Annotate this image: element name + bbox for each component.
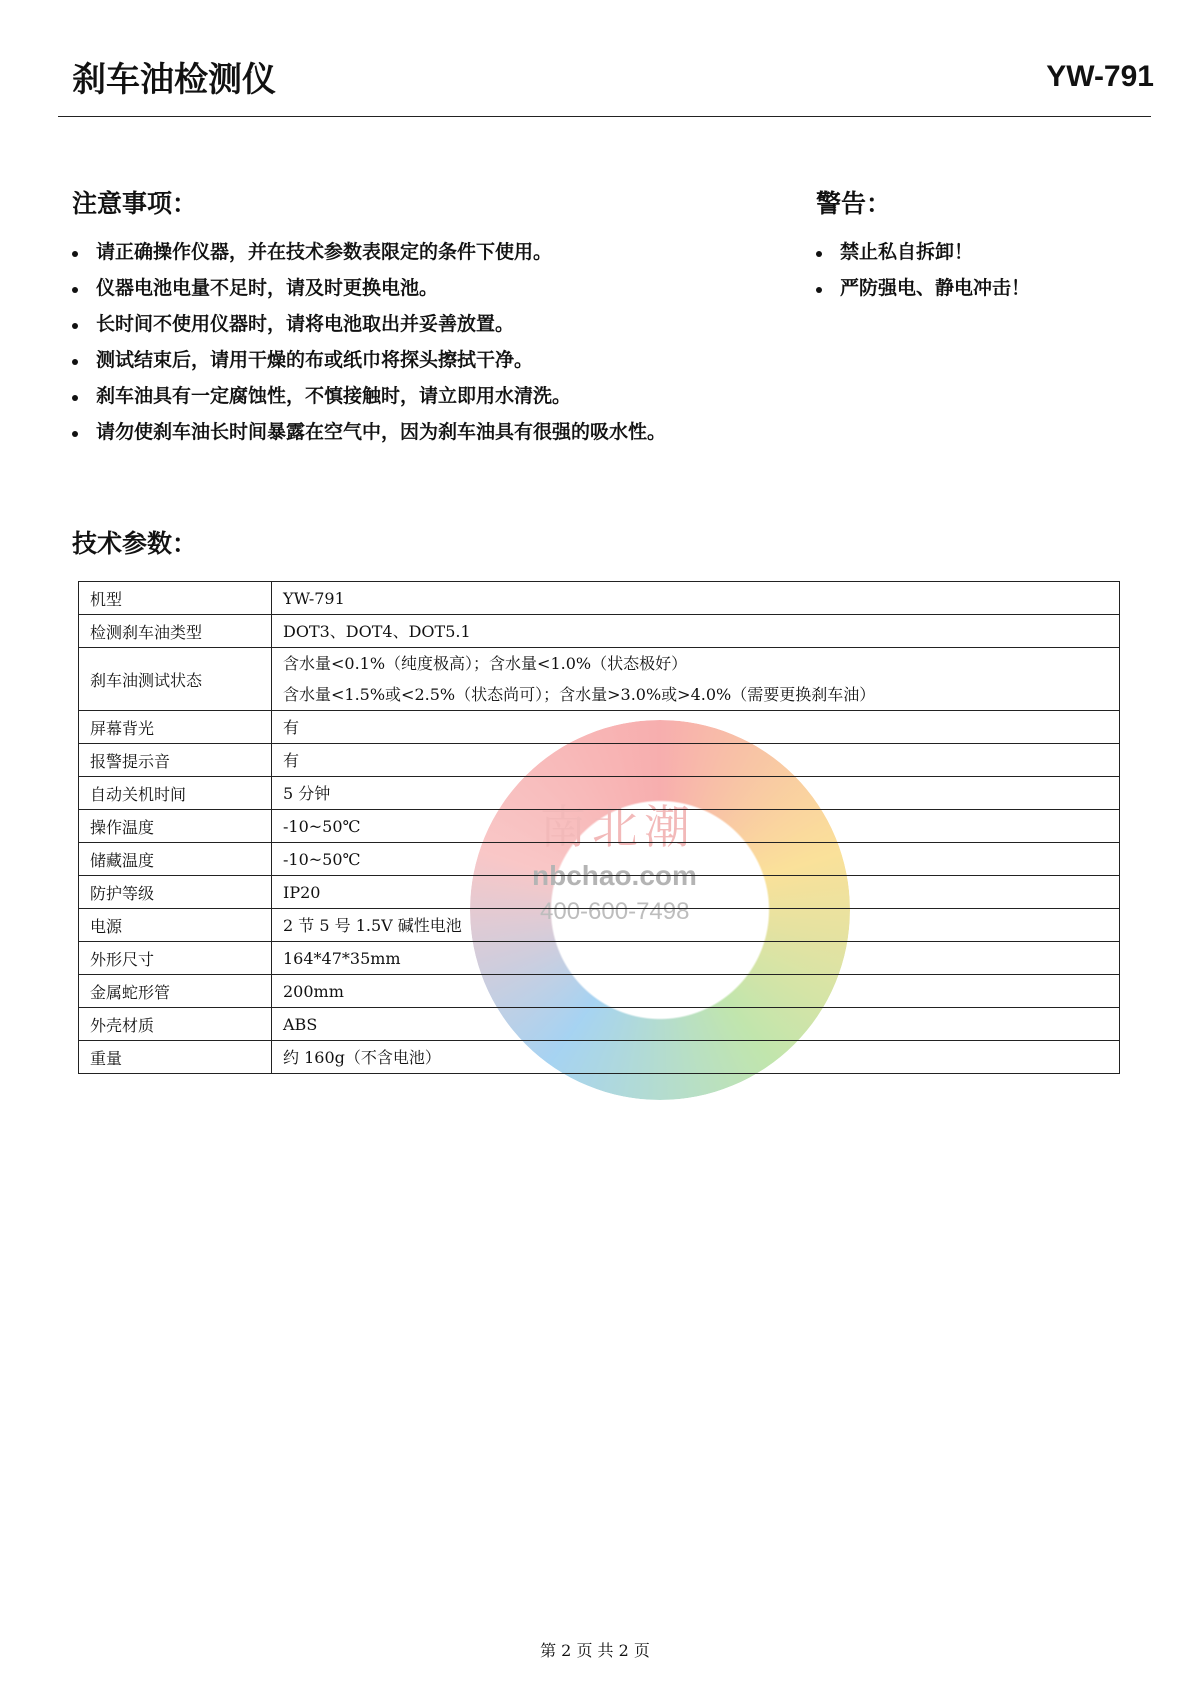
spec-value — [272, 582, 1120, 615]
warning-list — [814, 234, 1030, 306]
spec-value — [272, 711, 1120, 744]
spec-value-line: 约 160g（不含电池） — [283, 1047, 441, 1067]
table-row — [79, 744, 1120, 777]
spec-label: 自动关机时间 — [79, 777, 272, 810]
spec-value-line: YW-791 — [283, 588, 345, 608]
table-row — [79, 876, 1120, 909]
table-row — [79, 1041, 1120, 1074]
spec-label: 电源 — [79, 909, 272, 942]
list-item: 请正确操作仪器，并在技术参数表限定的条件下使用。 — [70, 234, 666, 270]
table-row — [79, 942, 1120, 975]
spec-value-line: ABS — [283, 1014, 318, 1034]
spec-value — [272, 843, 1120, 876]
spec-value-line: 164*47*35mm — [283, 948, 401, 968]
spec-value — [272, 876, 1120, 909]
spec-label: 屏幕背光 — [79, 711, 272, 744]
model-number: YW-791 — [1046, 60, 1154, 93]
table-row — [79, 648, 1120, 711]
spec-label: 防护等级 — [79, 876, 272, 909]
table-row — [79, 909, 1120, 942]
notes-heading: 注意事项： — [72, 189, 198, 218]
table-row — [79, 1008, 1120, 1041]
spec-value-line: IP20 — [283, 882, 321, 902]
header-divider — [58, 116, 1151, 117]
list-item: 长时间不使用仪器时，请将电池取出并妥善放置。 — [70, 306, 666, 342]
table-row — [79, 615, 1120, 648]
spec-label: 储藏温度 — [79, 843, 272, 876]
spec-label: 刹车油测试状态 — [79, 648, 272, 711]
spec-value-line: 200mm — [283, 981, 344, 1001]
spec-value — [272, 909, 1120, 942]
table-row — [79, 810, 1120, 843]
list-item: 测试结束后，请用干燥的布或纸巾将探头擦拭干净。 — [70, 342, 666, 378]
list-item: 请勿使刹车油长时间暴露在空气中，因为刹车油具有很强的吸水性。 — [70, 414, 666, 450]
spec-value-line: 有 — [283, 717, 300, 737]
notes-list — [70, 234, 666, 450]
spec-value — [272, 942, 1120, 975]
spec-value-line: 有 — [283, 750, 300, 770]
spec-value-line: DOT3、DOT4、DOT5.1 — [283, 621, 471, 641]
spec-label: 检测刹车油类型 — [79, 615, 272, 648]
spec-label: 金属蛇形管 — [79, 975, 272, 1008]
warning-heading: 警告： — [816, 189, 892, 218]
table-row — [79, 711, 1120, 744]
spec-value-line: 5 分钟 — [283, 783, 331, 803]
spec-label: 报警提示音 — [79, 744, 272, 777]
list-item: 仪器电池电量不足时，请及时更换电池。 — [70, 270, 666, 306]
spec-label: 外壳材质 — [79, 1008, 272, 1041]
list-item: 刹车油具有一定腐蚀性，不慎接触时，请立即用水清洗。 — [70, 378, 666, 414]
spec-value — [272, 615, 1120, 648]
table-row — [79, 777, 1120, 810]
list-item: 严防强电、静电冲击！ — [814, 270, 1030, 306]
spec-value-line: 2 节 5 号 1.5V 碱性电池 — [283, 915, 462, 935]
spec-value — [272, 1008, 1120, 1041]
list-item: 禁止私自拆卸！ — [814, 234, 1030, 270]
spec-value — [272, 777, 1120, 810]
watermark-site: nbchao.com — [532, 860, 697, 891]
table-row — [79, 975, 1120, 1008]
watermark-brand: 南北潮 — [540, 800, 696, 854]
spec-value — [272, 648, 1120, 711]
specs-table — [78, 581, 1120, 1074]
spec-value-line: -10~50℃ — [283, 849, 361, 869]
spec-value-line: -10~50℃ — [283, 816, 361, 836]
spec-value — [272, 744, 1120, 777]
table-row — [79, 582, 1120, 615]
spec-value-line: 含水量<1.5%或<2.5%（状态尚可）；含水量>3.0%或>4.0%（需要更换刹车油） — [283, 685, 876, 704]
table-row — [79, 843, 1120, 876]
spec-label: 机型 — [79, 582, 272, 615]
spec-label: 外形尺寸 — [79, 942, 272, 975]
watermark-phone: 400-600-7498 — [540, 898, 690, 925]
document-title: 刹车油检测仪 — [72, 60, 276, 100]
spec-label: 重量 — [79, 1041, 272, 1074]
spec-label: 操作温度 — [79, 810, 272, 843]
spec-value — [272, 1041, 1120, 1074]
spec-value — [272, 975, 1120, 1008]
spec-value-line: 含水量<0.1%（纯度极高）；含水量<1.0%（状态极好） — [283, 654, 688, 673]
page-number: 第 2 页 共 2 页 — [540, 1641, 650, 1660]
specs-heading: 技术参数： — [72, 529, 198, 558]
spec-value — [272, 810, 1120, 843]
